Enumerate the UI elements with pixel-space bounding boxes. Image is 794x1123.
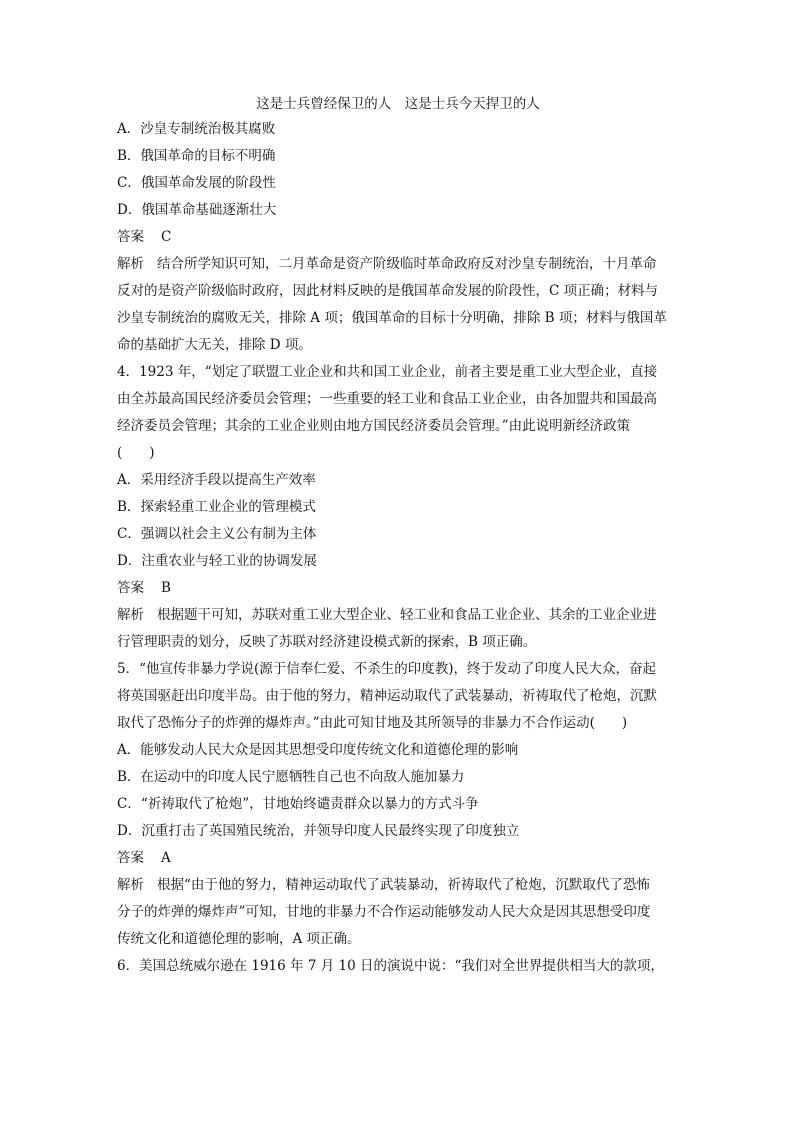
- option-d: D．俄国革命基础逐渐壮大: [117, 202, 277, 218]
- answer-value: B: [161, 580, 171, 596]
- analysis-text: 根据题干可知，苏联对重工业大型企业、轻工业和食品工业企业、其余的工业企业进: [157, 607, 657, 623]
- answer-label: 答案: [117, 229, 144, 245]
- answer-value: A: [161, 850, 171, 866]
- question-5: [117, 656, 679, 953]
- option-b: B．在运动中的印度人民宁愿牺牲自己也不向敌人施加暴力: [117, 769, 465, 785]
- answer-line: [117, 845, 679, 872]
- figure-caption: 这是士兵曾经保卫的人 这是士兵今天捍卫的人: [256, 96, 540, 112]
- answer-line: [117, 575, 679, 602]
- answer-value: C: [161, 229, 172, 245]
- analysis-text: 根据“由于他的努力，精神运动取代了武装暴动，祈祷取代了枪炮，沉默取代了恐怖: [157, 877, 650, 893]
- analysis-label: 解析: [117, 256, 144, 272]
- question-stem: 6．美国总统威尔逊在 1916 年 7 月 10 日的演说中说：“我们对全世界提供相当大的款项，: [117, 958, 664, 974]
- option-c: C．俄国革命发展的阶段性: [117, 175, 276, 191]
- analysis-label: 解析: [117, 877, 144, 893]
- analysis-text: 结合所学知识可知，二月革命是资产阶级临时革命政府反对沙皇专制统治，十月革命: [157, 256, 657, 272]
- question-stem: 取代了恐怖分子的炸弹的爆炸声。”由此可知甘地及其所领导的非暴力不合作运动( ): [117, 715, 628, 731]
- question-3: [117, 116, 679, 359]
- question-4: [117, 359, 679, 656]
- analysis-text: 传统文化和道德伦理的影响，A 项正确。: [117, 931, 361, 947]
- option-d: D．沉重打击了英国殖民统治，并领导印度人民最终实现了印度独立: [117, 823, 520, 839]
- option-c: C．强调以社会主义公有制为主体: [117, 526, 317, 542]
- document-page: [117, 92, 679, 980]
- answer-label: 答案: [117, 850, 144, 866]
- analysis-text: 命的基础扩大无关，排除 D 项。: [117, 337, 312, 353]
- question-stem: 4．1923 年，“划定了联盟工业企业和共和国工业企业，前者主要是重工业大型企业，直接: [117, 364, 658, 380]
- option-a: A．沙皇专制统治极其腐败: [117, 121, 276, 137]
- option-c: C．“祈祷取代了枪炮”，甘地始终谴责群众以暴力的方式斗争: [117, 796, 479, 812]
- analysis-label: 解析: [117, 607, 144, 623]
- analysis-text: 分子的炸弹的爆炸声”可知，甘地的非暴力不合作运动能够发动人民大众是因其思想受印度: [117, 904, 651, 920]
- question-stem: 将英国驱赶出印度半岛。由于他的努力，精神运动取代了武装暴动，祈祷取代了枪炮，沉默: [117, 688, 657, 704]
- question-6: [117, 953, 679, 980]
- option-b: B．俄国革命的目标不明确: [117, 148, 276, 164]
- question-stem: 由全苏最高国民经济委员会管理；一些重要的轻工业和食品工业企业，由各加盟共和国最高: [117, 391, 657, 407]
- analysis-text: 反对的是资产阶级临时政府，因此材料反映的是俄国革命发展的阶段性，C 项正确；材料与: [117, 283, 659, 299]
- option-b: B．探索轻重工业企业的管理模式: [117, 499, 316, 515]
- option-a: A．采用经济手段以提高生产效率: [117, 472, 316, 488]
- answer-line: [117, 224, 679, 251]
- analysis-line: [117, 251, 679, 278]
- analysis-line: [117, 602, 679, 629]
- question-stem: 5．“他宣传非暴力学说(源于信奉仁爱、不杀生的印度教)，终于发动了印度人民大众，奋起: [117, 661, 657, 677]
- analysis-text: 行管理职责的划分，反映了苏联对经济建设模式新的探索，B 项正确。: [117, 634, 537, 650]
- question-stem: ( ): [117, 445, 155, 461]
- option-a: A．能够发动人民大众是因其思想受印度传统文化和道德伦理的影响: [117, 742, 519, 758]
- question-stem: 经济委员会管理；其余的工业企业则由地方国民经济委员会管理。”由此说明新经济政策: [117, 418, 631, 434]
- analysis-text: 沙皇专制统治的腐败无关，排除 A 项；俄国革命的目标十分明确，排除 B 项；材料与俄国革: [117, 310, 667, 326]
- analysis-line: [117, 872, 679, 899]
- answer-label: 答案: [117, 580, 144, 596]
- option-d: D．注重农业与轻工业的协调发展: [117, 553, 317, 569]
